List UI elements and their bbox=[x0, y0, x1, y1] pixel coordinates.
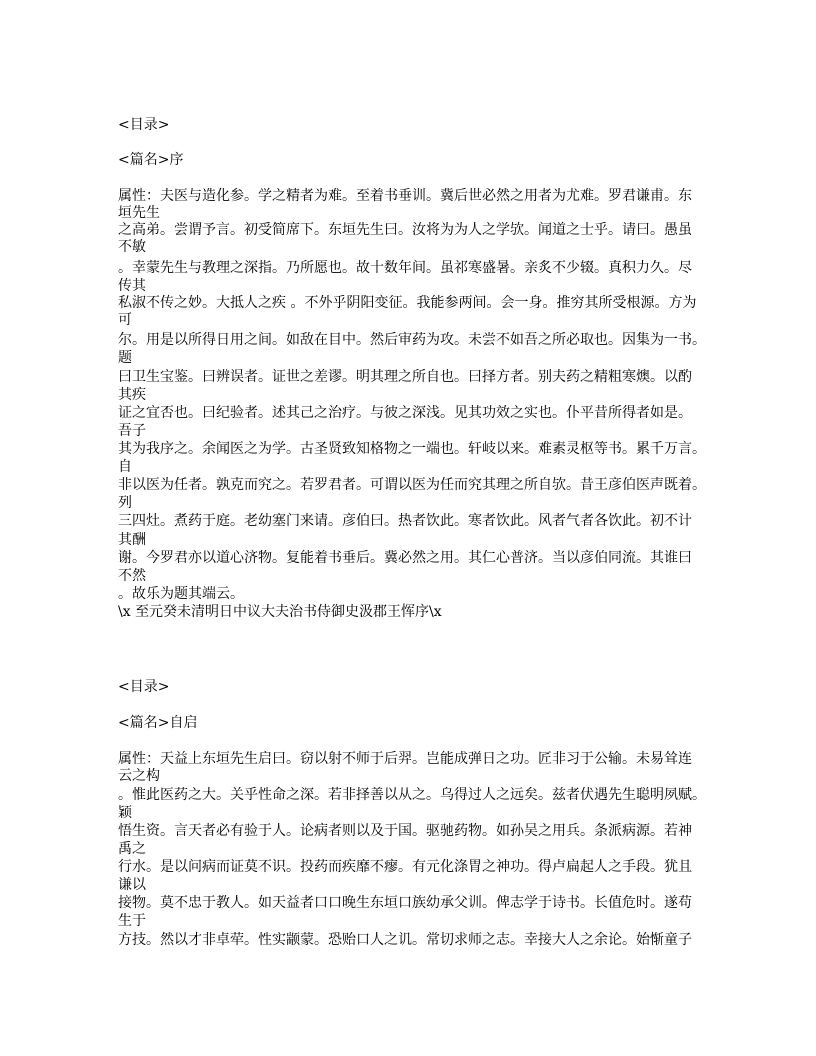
text-line: 悟生资。言天者必有验于人。论病者则以及于国。驱驰药物。如孙吴之用兵。条派病源。若神 bbox=[118, 823, 692, 839]
text-line: 其疾 bbox=[118, 387, 146, 403]
text-line: 传其 bbox=[118, 278, 146, 294]
text-line: 方技。然以才非卓荦。性实颛蒙。恐贻口人之讥。常切求师之志。幸接大人之余论。始惭童子 bbox=[118, 932, 692, 948]
text-line: 吾子 bbox=[118, 423, 146, 439]
text-line: 其酬 bbox=[118, 532, 146, 548]
text-line: 生于 bbox=[118, 913, 146, 929]
text-line: 可 bbox=[118, 312, 132, 328]
text-line: 三四灶。煮药于庭。老幼塞门来请。彦伯曰。热者饮此。寒者饮此。风者气者各饮此。初不计 bbox=[118, 513, 692, 529]
text-line: \x 至元癸未清明日中议大夫治书侍御史汲郡王恽序\x bbox=[118, 604, 442, 620]
text-line: 曰卫生宝鉴。曰辨误者。证世之差谬。明其理之所自也。曰择方者。别夫药之精粗寒燠。以酌 bbox=[118, 369, 692, 385]
text-line: 私淑不传之妙。大抵人之疾 。不外乎阴阳变征。我能参两间。会一身。推穷其所受根源。方为 bbox=[118, 295, 697, 311]
text-line: 行水。是以问病而证莫不识。投药而疾靡不瘳。有元化涤胃之神功。得卢扁起人之手段。犹且 bbox=[118, 859, 692, 875]
text-line: 非以医为任者。孰克而究之。若罗君者。可谓以医为任而究其理之所自欤。昔王彦伯医声既着。 bbox=[118, 477, 706, 493]
toc-heading: <目录> bbox=[118, 679, 170, 695]
text-line: 云之构 bbox=[118, 768, 160, 784]
text-line: 题 bbox=[118, 350, 132, 366]
text-line: 。故乐为题其端云。 bbox=[118, 586, 244, 602]
text-line: 谢。今罗君亦以道心济物。复能着书垂后。冀必然之用。其仁心普济。当以彦伯同流。其谁曰 bbox=[118, 550, 692, 566]
text-line: 禹之 bbox=[118, 841, 146, 857]
text-line: 属性：夫医与造化参。学之精者为难。至着书垂训。冀后世必然之用者为尤难。罗君谦甫。东 bbox=[118, 188, 692, 204]
toc-heading: <目录> bbox=[118, 117, 170, 133]
text-line: 不敏 bbox=[118, 239, 146, 255]
text-line: 。幸蒙先生与教理之深指。乃所愿也。故十数年间。虽祁寒盛暑。亲炙不少辍。真积力久。尽 bbox=[118, 260, 692, 276]
text-line: 列 bbox=[118, 495, 132, 511]
text-line: 颖 bbox=[118, 805, 132, 821]
text-line: 证之宜否也。曰纪验者。述其己之治疗。与彼之深浅。见其功效之实也。仆平昔所得者如是。 bbox=[118, 405, 692, 421]
text-line: 谦以 bbox=[118, 877, 146, 893]
chapter-title: <篇名>序 bbox=[118, 152, 184, 168]
text-line: 尔。用是以所得日用之间。如敌在目中。然后审药为攻。未尝不如吾之所必取也。因集为一书。 bbox=[118, 332, 706, 348]
text-line: 自 bbox=[118, 459, 132, 475]
text-line: 。惟此医药之大。关乎性命之深。若非择善以从之。乌得过人之远矣。兹者伏遇先生聪明夙赋。 bbox=[118, 787, 706, 803]
text-line: 之高弟。尝谓予言。初受简席下。东垣先生曰。汝将为为人之学欤。闻道之士乎。请曰。愚虽 bbox=[118, 222, 692, 238]
text-line: 不然 bbox=[118, 568, 146, 584]
text-line: 其为我序之。余闻医之为学。古圣贤致知格物之一端也。轩岐以来。难素灵枢等书。累千万言。 bbox=[118, 441, 706, 457]
text-line: 接物。莫不忠于教人。如天益者口口晚生东垣口族幼承父训。俾志学于诗书。长值危时。遂苟 bbox=[118, 895, 692, 911]
text-line: 垣先生 bbox=[118, 205, 160, 221]
text-line: 属性：天益上东垣先生启曰。窃以射不师于后羿。岂能成弹日之功。匠非习于公输。未易耸连 bbox=[118, 751, 692, 767]
chapter-title: <篇名>自启 bbox=[118, 715, 198, 731]
